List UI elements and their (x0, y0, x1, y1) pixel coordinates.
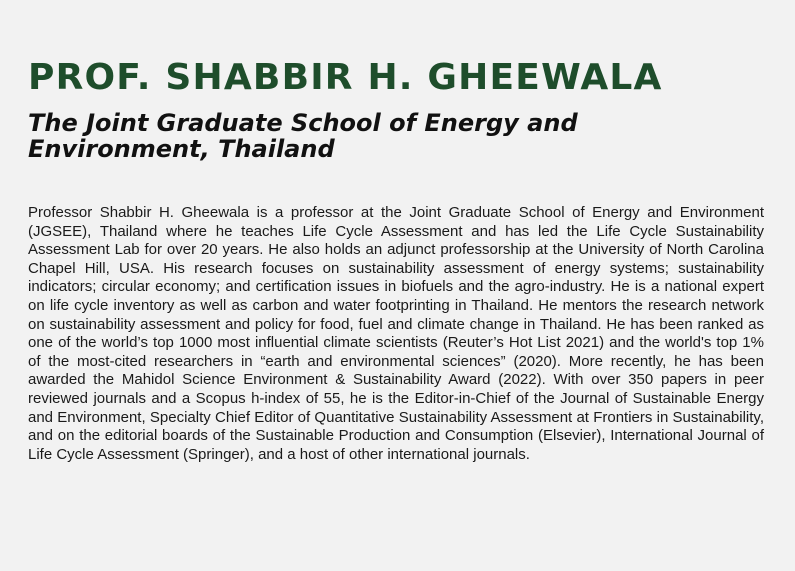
speaker-name: PROF. SHABBIR H. GHEEWALA (28, 57, 663, 98)
speaker-profile (28, 56, 764, 464)
speaker-bio: Professor Shabbir H. Gheewala is a professor at the Joint Graduate School of Energy and Environment (JGSEE), Thailand where he teaches Life Cycle Assessment and has led the Life Cycle Sustainability Assessment Lab for over 20 years. He also holds an adjunct professorship at the University of North Carolina Chapel Hill, USA. His research focuses on sustainability assessment of energy systems; sustainability indicators; circular economy; and certification issues in biofuels and the agro-industry. He is a national expert on life cycle inventory as well as carbon and water footprinting in Thailand. He mentors the research network on sustainability assessment and policy for food, fuel and climate change in Thailand. He has been ranked as one of the world’s top 1000 most influential climate scientists (Reuter’s Hot List 2021) and the world's top 1% of the most-cited researchers in “earth and environmental sciences” (2020). More recently, he has been awarded the Mahidol Science Environment & Sustainability Award (2022). With over 350 papers in peer reviewed journals and a Scopus h-index of 55, he is the Editor-in-Chief of the Journal of Sustainable Energy and Environment, Specialty Chief Editor of Quantitative Sustainability Assessment at Frontiers in Sustainability, and on the editorial boards of the Sustainable Production and Consumption (Elsevier), International Journal of Life Cycle Assessment (Springer), and a host of other international journals. (28, 204, 764, 463)
speaker-affiliation: The Joint Graduate School of Energy and Environment, Thailand (28, 109, 578, 163)
